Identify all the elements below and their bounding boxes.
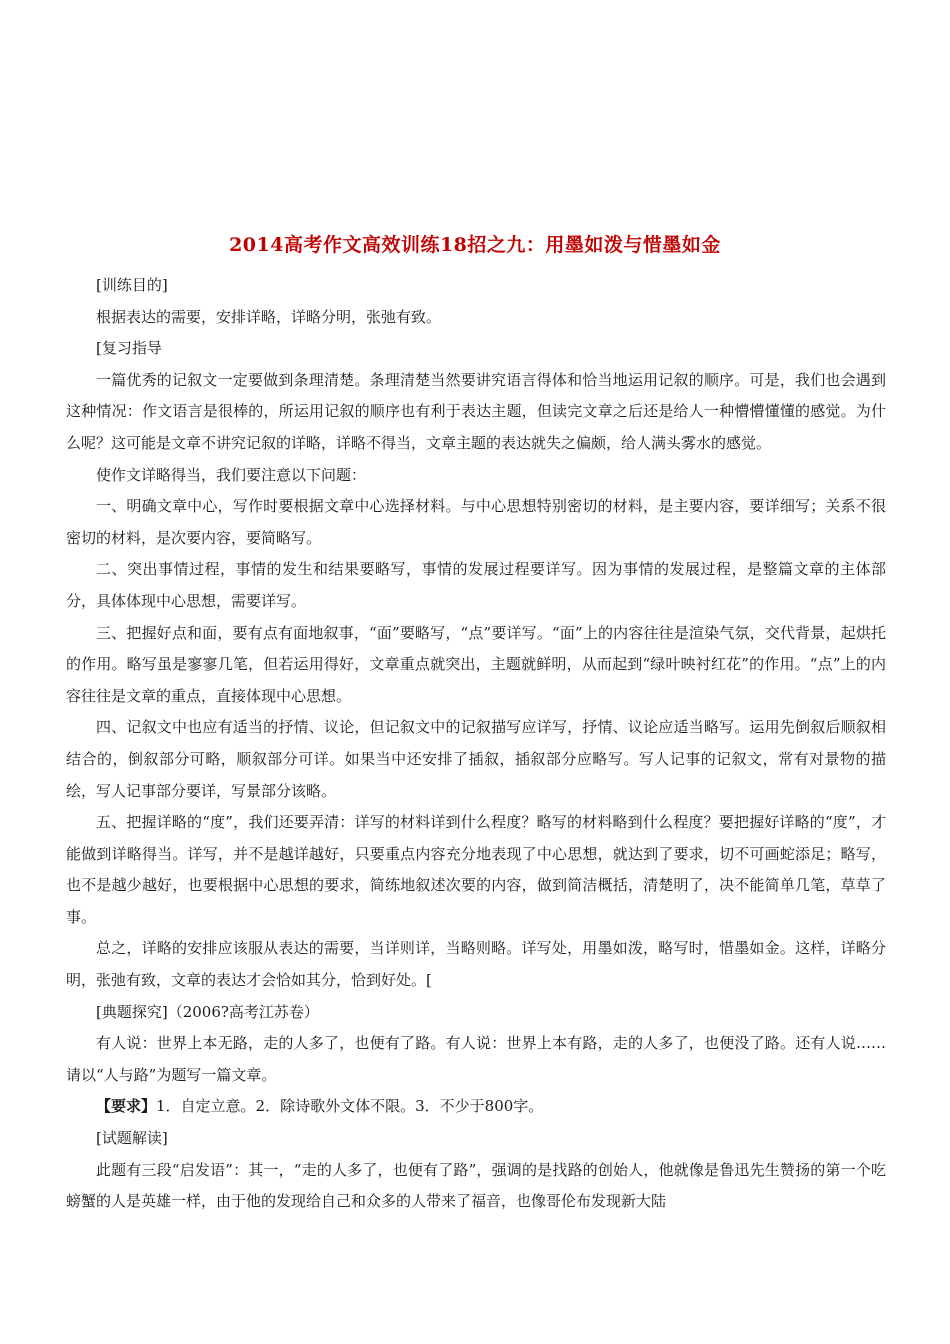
paragraph: 三、把握好点和面，要有点有面地叙事，“面”要略写，“点”要详写。“面”上的内容往往是渲染气氛，交代背景，起烘托的作用。略写虽是寥寥几笔，但若运用得好，文章重点就突出，主题就鲜明，从而起到“绿叶映衬红花”的作用。“点”上的内容往往是文章的重点，直接体现中心思想。	[66, 623, 886, 705]
requirements	[66, 1091, 886, 1123]
paragraph: 一、明确文章中心，写作时要根据文章中心选择材料。与中心思想特别密切的材料，是主要内容，要详细写；关系不很密切的材料，是次要内容，要简略写。	[66, 497, 886, 547]
paragraph: 五、把握详略的“度”，我们还要弄清：详写的材料详到什么程度？略写的材料略到什么程度？要把握好详略的“度”，才能做到详略得当。详写，并不是越详越好，只要重点内容充分地表现了中心思想，就达到了要求，切不可画蛇添足；略写，也不是越少越好，也要根据中心思想的要求，简练地叙述次要的内容，做到简洁概括，清楚明了，决不能简单几笔，草草了事。	[66, 813, 886, 926]
paragraph: 有人说：世界上本无路，走的人多了，也便有了路。有人说：世界上本有路，走的人多了，也便没了路。还有人说……请以“人与路”为题写一篇文章。	[66, 1034, 886, 1084]
paragraph-summary	[66, 933, 886, 996]
paragraph: 使作文详略得当，我们要注意以下问题：	[96, 465, 367, 484]
requirements-label: 【要求】	[96, 1097, 157, 1116]
paragraph: 根据表达的需要，安排详略，详略分明，张弛有致。	[96, 307, 442, 326]
paragraph-text: 总之，详略的安排应该服从表达的需要，当详则详，当略则略。详写处，用墨如泼，略写时，惜墨如金。这样，详略分明，张弛有致，文章的表达才会恰如其分，恰到好处。[	[66, 939, 886, 990]
paragraph: 此题有三段“启发语”：其一，“走的人多了，也便有了路”，强调的是找路的创始人，他就像是鲁迅先生赞扬的第一个吃螃蟹的人是英雄一样，由于他的发现给自己和众多的人带来了福音，也像哥伦布发现新大陆	[66, 1160, 886, 1211]
section-heading-training-goal: [训练目的]	[96, 276, 168, 294]
document-title: 2014高考作文高效训练18招之九：用墨如泼与惜墨如金	[229, 234, 721, 256]
paragraph: 四、记叙文中也应有适当的抒情、议论，但记叙文中的记叙描写应详写，抒情、议论应适当略写。运用先倒叙后顺叙相结合的，倒叙部分可略，顺叙部分可详。如果当中还安排了插叙，插叙部分应略写。写人记事的记叙文，常有对景物的描绘，写人记事部分要详，写景部分该略。	[66, 718, 886, 800]
section-heading-example: [典题探究]（2006?高考江苏卷）	[96, 1002, 319, 1021]
section-heading-review-guide: [复习指导	[96, 339, 162, 358]
paragraph: 二、突出事情过程，事情的发生和结果要略写，事情的发展过程要详写。因为事情的发展过程，是整篇文章的主体部分，具体体现中心思想，需要详写。	[66, 560, 886, 610]
requirements-text: 1．自定立意。2．除诗歌外文体不限。3．不少于800字。	[156, 1097, 544, 1116]
section-heading-interpretation: [试题解读]	[96, 1129, 168, 1148]
paragraph: 一篇优秀的记叙文一定要做到条理清楚。条理清楚当然要讲究语言得体和恰当地运用记叙的顺序。可是，我们也会遇到这种情况：作文语言是很棒的，所运用记叙的顺序也有利于表达主题，但读完文章之后还是给人一种懵懵懂懂的感觉。为什么呢？这可能是文章不讲究记叙的详略，详略不得当，文章主题的表达就失之偏颇，给人满头雾水的感觉。	[66, 370, 886, 452]
document-body	[66, 270, 886, 1218]
